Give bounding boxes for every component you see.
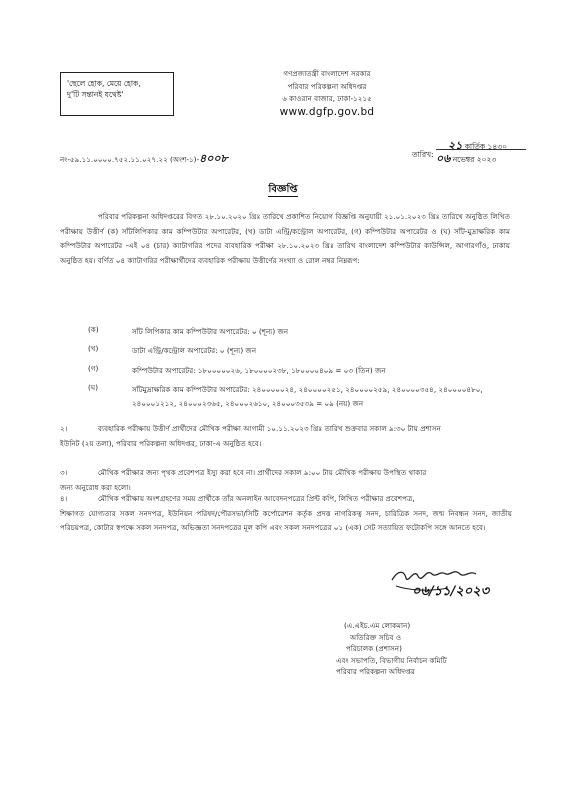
date-bangla-day: ২১ — [448, 139, 463, 152]
signatory-name: (এ.এইচ.এম লোকমান) — [344, 621, 411, 630]
signature-date: ০৬/১১/২০২৩ — [412, 584, 490, 599]
notice-title: বিজ্ঞপ্তি — [268, 184, 298, 195]
slogan-box — [60, 72, 174, 116]
paragraph-continuation: শিক্ষাগত যোগ্যতার সকল সনদপত্র, ইউনিয়ন পরিষদ/পৌরসভা/সিটি কর্পোরেশন কর্তৃক প্রদত্ত নাগরিকত্ব সনদ, চারিত্রিক সনদ, জন্ম নিবন্ধন সনদ, জাতীয় পরিচয়পত্র, কোটার স্বপক্ষে সকল সনদপত্র, অভিজ্ঞতা সনদপত্রের মূল কপি এবং সকল সনদপত্রের ০১ (এক) সেট সত্যায়িত ফটোকপি সঙ্গে আনতে হবে। — [60, 508, 512, 532]
paragraph-number: ৪। — [60, 494, 68, 503]
website-link[interactable]: www.dgfp.gov.bd — [279, 105, 375, 118]
date-english — [436, 150, 496, 169]
date-label: তারিখ: — [412, 150, 434, 159]
signatory-title-3: এবং সভাপতি, বিভাগীয় নির্বাচন কমিটি — [336, 655, 447, 665]
date-bangla-month-year: কার্তিক ১৪৩০ — [464, 142, 508, 151]
signatory-title-2: পরিচালক (প্রশাসন) — [346, 644, 402, 653]
signatory-organization: পরিবার পরিকল্পনা অধিদপ্তর — [336, 667, 415, 676]
item-label: (খ) — [88, 344, 99, 353]
signatory-block — [336, 620, 526, 678]
paragraph-text: মৌখিক পরীক্ষায় অংশগ্রহণের সময় প্রার্থীকে তাঁর অনলাইন আবেদনপত্রের প্রিন্ট কপি, লিখিত পরীক্ষার প্রবেশপত্র, — [98, 494, 415, 503]
item-text: সাঁট লিপিকার কাম কম্পিউটার অপারেটর: ০ (শূন্য) জন — [132, 327, 289, 336]
page-title — [0, 182, 566, 199]
slogan-line-2: দু'টি সন্তানই যথেষ্ট' — [67, 90, 124, 99]
item-text: সাঁটমুদ্রাক্ষরিক কাম কম্পিউটার অপারেটর: ২৪০০০০০২৪, ২৪০০০০২৫১, ২৪০০০০২৫৯, ২৪০০০০৩৫৪, ২৪০০০০৪৮০, ২৪০০০১২১২, ২৪০০০২৩৬৫, ২৪০০০২৬১০, ২৪০০০৩৫৩৯ = ০৯ (নয়) জন — [132, 385, 483, 408]
intro-text: পরিবার পরিকল্পনা অধিদপ্তরের বিগত ২৮.১০.২০২০ খ্রিঃ তারিখে প্রকাশিত নিয়োগ বিজ্ঞপ্তি অনুযায়ী ২১.০১.২০২৩ খ্রিঃ তারিখে অনুষ্ঠিত লিখিত পরীক্ষায় উত্তীর্ণ (ক) সাঁটলিপিকার কাম কম্পিউটার অপারেটর, (খ) ডাটা এন্ট্রি/কন্ট্রোল অপারেটর, (গ) কম্পিউটার অপারেটর ও (ঘ) সাঁট-মুদ্রাক্ষরিক কাম কম্পিউটার অপারেটর -এই ০৪ (চার) ক্যাটাগরির পদের ব্যবহারিক পরীক্ষা ২৮.১০.২০২৩ খ্রিঃ তারিখ বাংলাদেশ কম্পিউটার কাউন্সিল, আগারগাঁও, ঢাকায় অনুষ্ঠিত হয়। বর্ণিত ০৪ ক্যাটাগরির পরীক্ষার্থীদের ব্যবহারিক পরীক্ষায় উত্তীর্ণের সংখ্যা ও রোল নম্বর নিম্নরূপ: — [60, 212, 510, 265]
memo-reference-number: নং-৫৯.১১.০০০০.৭৫২.১১.০২৭.২২ (অংশ-১)- — [60, 155, 200, 164]
item-text: ডাটা এন্ট্রি/কন্ট্রোল অপারেটর: ০ (শূন্য) জন — [132, 346, 257, 355]
intro-paragraph — [60, 210, 510, 268]
paragraph-continuation: ইউনিট (২য় তলা), পরিবার পরিকল্পনা অধিদপ্তর, ঢাকা-এ অনুষ্ঠিত হবে। — [60, 438, 262, 448]
memo-reference — [60, 150, 228, 169]
memo-handwritten-number: ৪০০৮ — [199, 152, 228, 165]
paragraph-text: ব্যবহারিক পরীক্ষায় উত্তীর্ণ প্রার্থীদের মৌখিক পরীক্ষা আগামী ১০.১১.২০২৩ খ্রিঃ তারিখ শুক্রবার সকাল ৯:৩০ টায় প্রশাসন — [98, 424, 441, 433]
paragraph-number: ৩। — [60, 468, 68, 477]
item-label: (ক) — [88, 325, 99, 334]
date-english-month-year: নভেম্বর ২০২৩ — [452, 155, 497, 164]
government-name: গণপ্রজাতন্ত্রী বাংলাদেশ সরকার — [283, 69, 371, 78]
item-text: কম্পিউটার অপারেটর: ১৮০০০০০২৬, ১৮০০০০২৩৮, ১৮০০০০৪০৯ = ০৩ (তিন) জন — [132, 366, 386, 375]
item-label: (গ) — [88, 364, 99, 373]
department-name: পরিবার পরিকল্পনা অধিদপ্তর — [287, 81, 367, 91]
address: ৬ কাওরান বাজার, ঢাকা-১২১৫ — [282, 94, 372, 103]
date-english-day: ০৬ — [436, 152, 451, 165]
signatory-title-1: অতিরিক্ত সচিব ও — [350, 632, 402, 642]
paragraph-text: মৌখিক পরীক্ষার জন্য পৃথক প্রবেশপত্র ইস্যু করা হবে না। প্রার্থীদের সকাল ৯:০০ টায় মৌখিক পরীক্ষায় উপস্থিত থাকার — [98, 468, 427, 477]
paragraph-number: ২। — [60, 424, 68, 433]
letterhead — [262, 68, 392, 118]
paragraph-continuation: জন্য অনুরোধ করা হলো। — [60, 482, 131, 492]
item-label: (ঘ) — [88, 383, 99, 392]
slogan-line-1: 'ছেলে হোক, মেয়ে হোক, — [67, 79, 141, 88]
